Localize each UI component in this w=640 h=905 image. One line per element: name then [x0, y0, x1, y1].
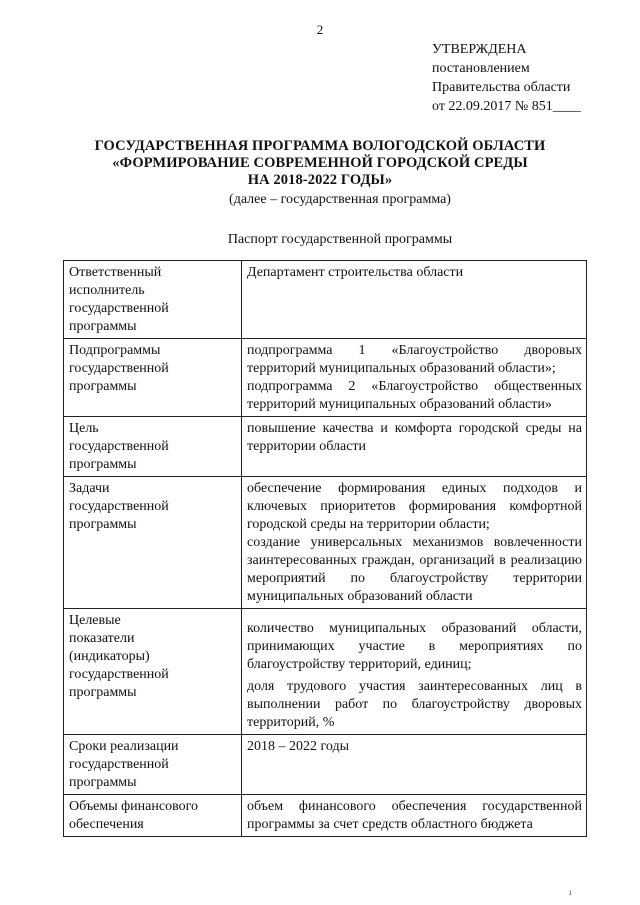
label-line: государственной	[69, 667, 169, 682]
row-label	[64, 735, 242, 795]
table-row	[64, 795, 587, 837]
row-value	[242, 735, 587, 795]
label-line: государственной	[69, 361, 169, 376]
label-line: Ответственный	[69, 265, 162, 280]
title-subtitle: (далее – государственная программа)	[229, 192, 451, 207]
document-title	[0, 138, 640, 209]
label-line: программы	[69, 319, 137, 334]
label-line: государственной	[69, 301, 169, 316]
corner-mark: ı	[569, 887, 572, 897]
label-line: Задачи	[69, 481, 110, 496]
table-row	[64, 339, 587, 417]
row-value	[242, 609, 587, 735]
approval-line-2: постановлением	[432, 61, 530, 76]
label-line: программы	[69, 379, 137, 394]
table-row	[64, 261, 587, 339]
table-row	[64, 417, 587, 477]
row-label	[64, 795, 242, 837]
label-line: Объемы финансового	[69, 799, 198, 814]
row-value	[242, 477, 587, 609]
title-line-1: ГОСУДАРСТВЕННАЯ ПРОГРАММА ВОЛОГОДСКОЙ ОБЛАСТИ	[94, 138, 546, 154]
approval-line-3: Правительства области	[432, 80, 571, 95]
label-line: программы	[69, 775, 137, 790]
label-line: программы	[69, 517, 137, 532]
value-paragraph: Департамент строительства области	[247, 265, 464, 280]
passport-heading: Паспорт государственной программы	[227, 232, 453, 247]
value-paragraph: объем финансового обеспечения государственной программы за счет средств областного бюджета	[247, 799, 582, 832]
label-line: обеспечения	[69, 817, 144, 832]
title-line-2: «ФОРМИРОВАНИЕ СОВРЕМЕННОЙ ГОРОДСКОЙ СРЕДЫ	[112, 155, 528, 171]
row-label	[64, 609, 242, 735]
table-row	[64, 735, 587, 795]
page-number: 2	[316, 22, 324, 37]
label-line: Сроки реализации	[69, 739, 179, 754]
value-paragraph: подпрограмма 2 «Благоустройство общественных территорий муниципальных образований области»	[247, 379, 582, 412]
table-row	[64, 609, 587, 735]
approval-stamp	[432, 40, 581, 116]
value-paragraph: доля трудового участия заинтересованных лиц в выполнении работ по благоустройству дворовых территорий, %	[247, 679, 582, 730]
table-row	[64, 477, 587, 609]
value-paragraph: обеспечение формирования единых подходов и ключевых приоритетов формирования комфортной городской среды на территории области;	[247, 481, 582, 532]
value-paragraph: создание универсальных механизмов вовлеченности заинтересованных граждан, организаций в реализацию мероприятий по благоустройству территории муниципальных образований области	[247, 535, 582, 604]
row-value	[242, 261, 587, 339]
label-line: государственной	[69, 439, 169, 454]
row-label	[64, 339, 242, 417]
value-paragraph: подпрограмма 1 «Благоустройство дворовых территорий муниципальных образований области»;	[247, 343, 582, 376]
row-value	[242, 417, 587, 477]
approval-line-4: от 22.09.2017 № 851____	[432, 99, 581, 114]
label-line: программы	[69, 457, 137, 472]
label-line: Подпрограммы	[69, 343, 161, 358]
label-line: Цель	[69, 421, 99, 436]
value-paragraph: повышение качества и комфорта городской среды на территории области	[247, 421, 582, 454]
row-label	[64, 261, 242, 339]
label-line: государственной	[69, 757, 169, 772]
label-line: показатели	[69, 631, 135, 646]
value-paragraph: 2018 – 2022 годы	[247, 739, 350, 754]
title-line-3: НА 2018-2022 ГОДЫ»	[247, 172, 393, 188]
value-paragraph: количество муниципальных образований области, принимающих участие в мероприятиях по благоустройству территорий, единиц;	[247, 621, 582, 672]
label-line: Целевые	[69, 613, 121, 628]
label-line: программы	[69, 685, 137, 700]
passport-table	[63, 260, 587, 837]
approval-line-1: УТВЕРЖДЕНА	[432, 42, 527, 57]
row-label	[64, 477, 242, 609]
row-value	[242, 795, 587, 837]
label-line: исполнитель	[69, 283, 145, 298]
label-line: (индикаторы)	[69, 649, 150, 664]
label-line: государственной	[69, 499, 169, 514]
row-value	[242, 339, 587, 417]
row-label	[64, 417, 242, 477]
